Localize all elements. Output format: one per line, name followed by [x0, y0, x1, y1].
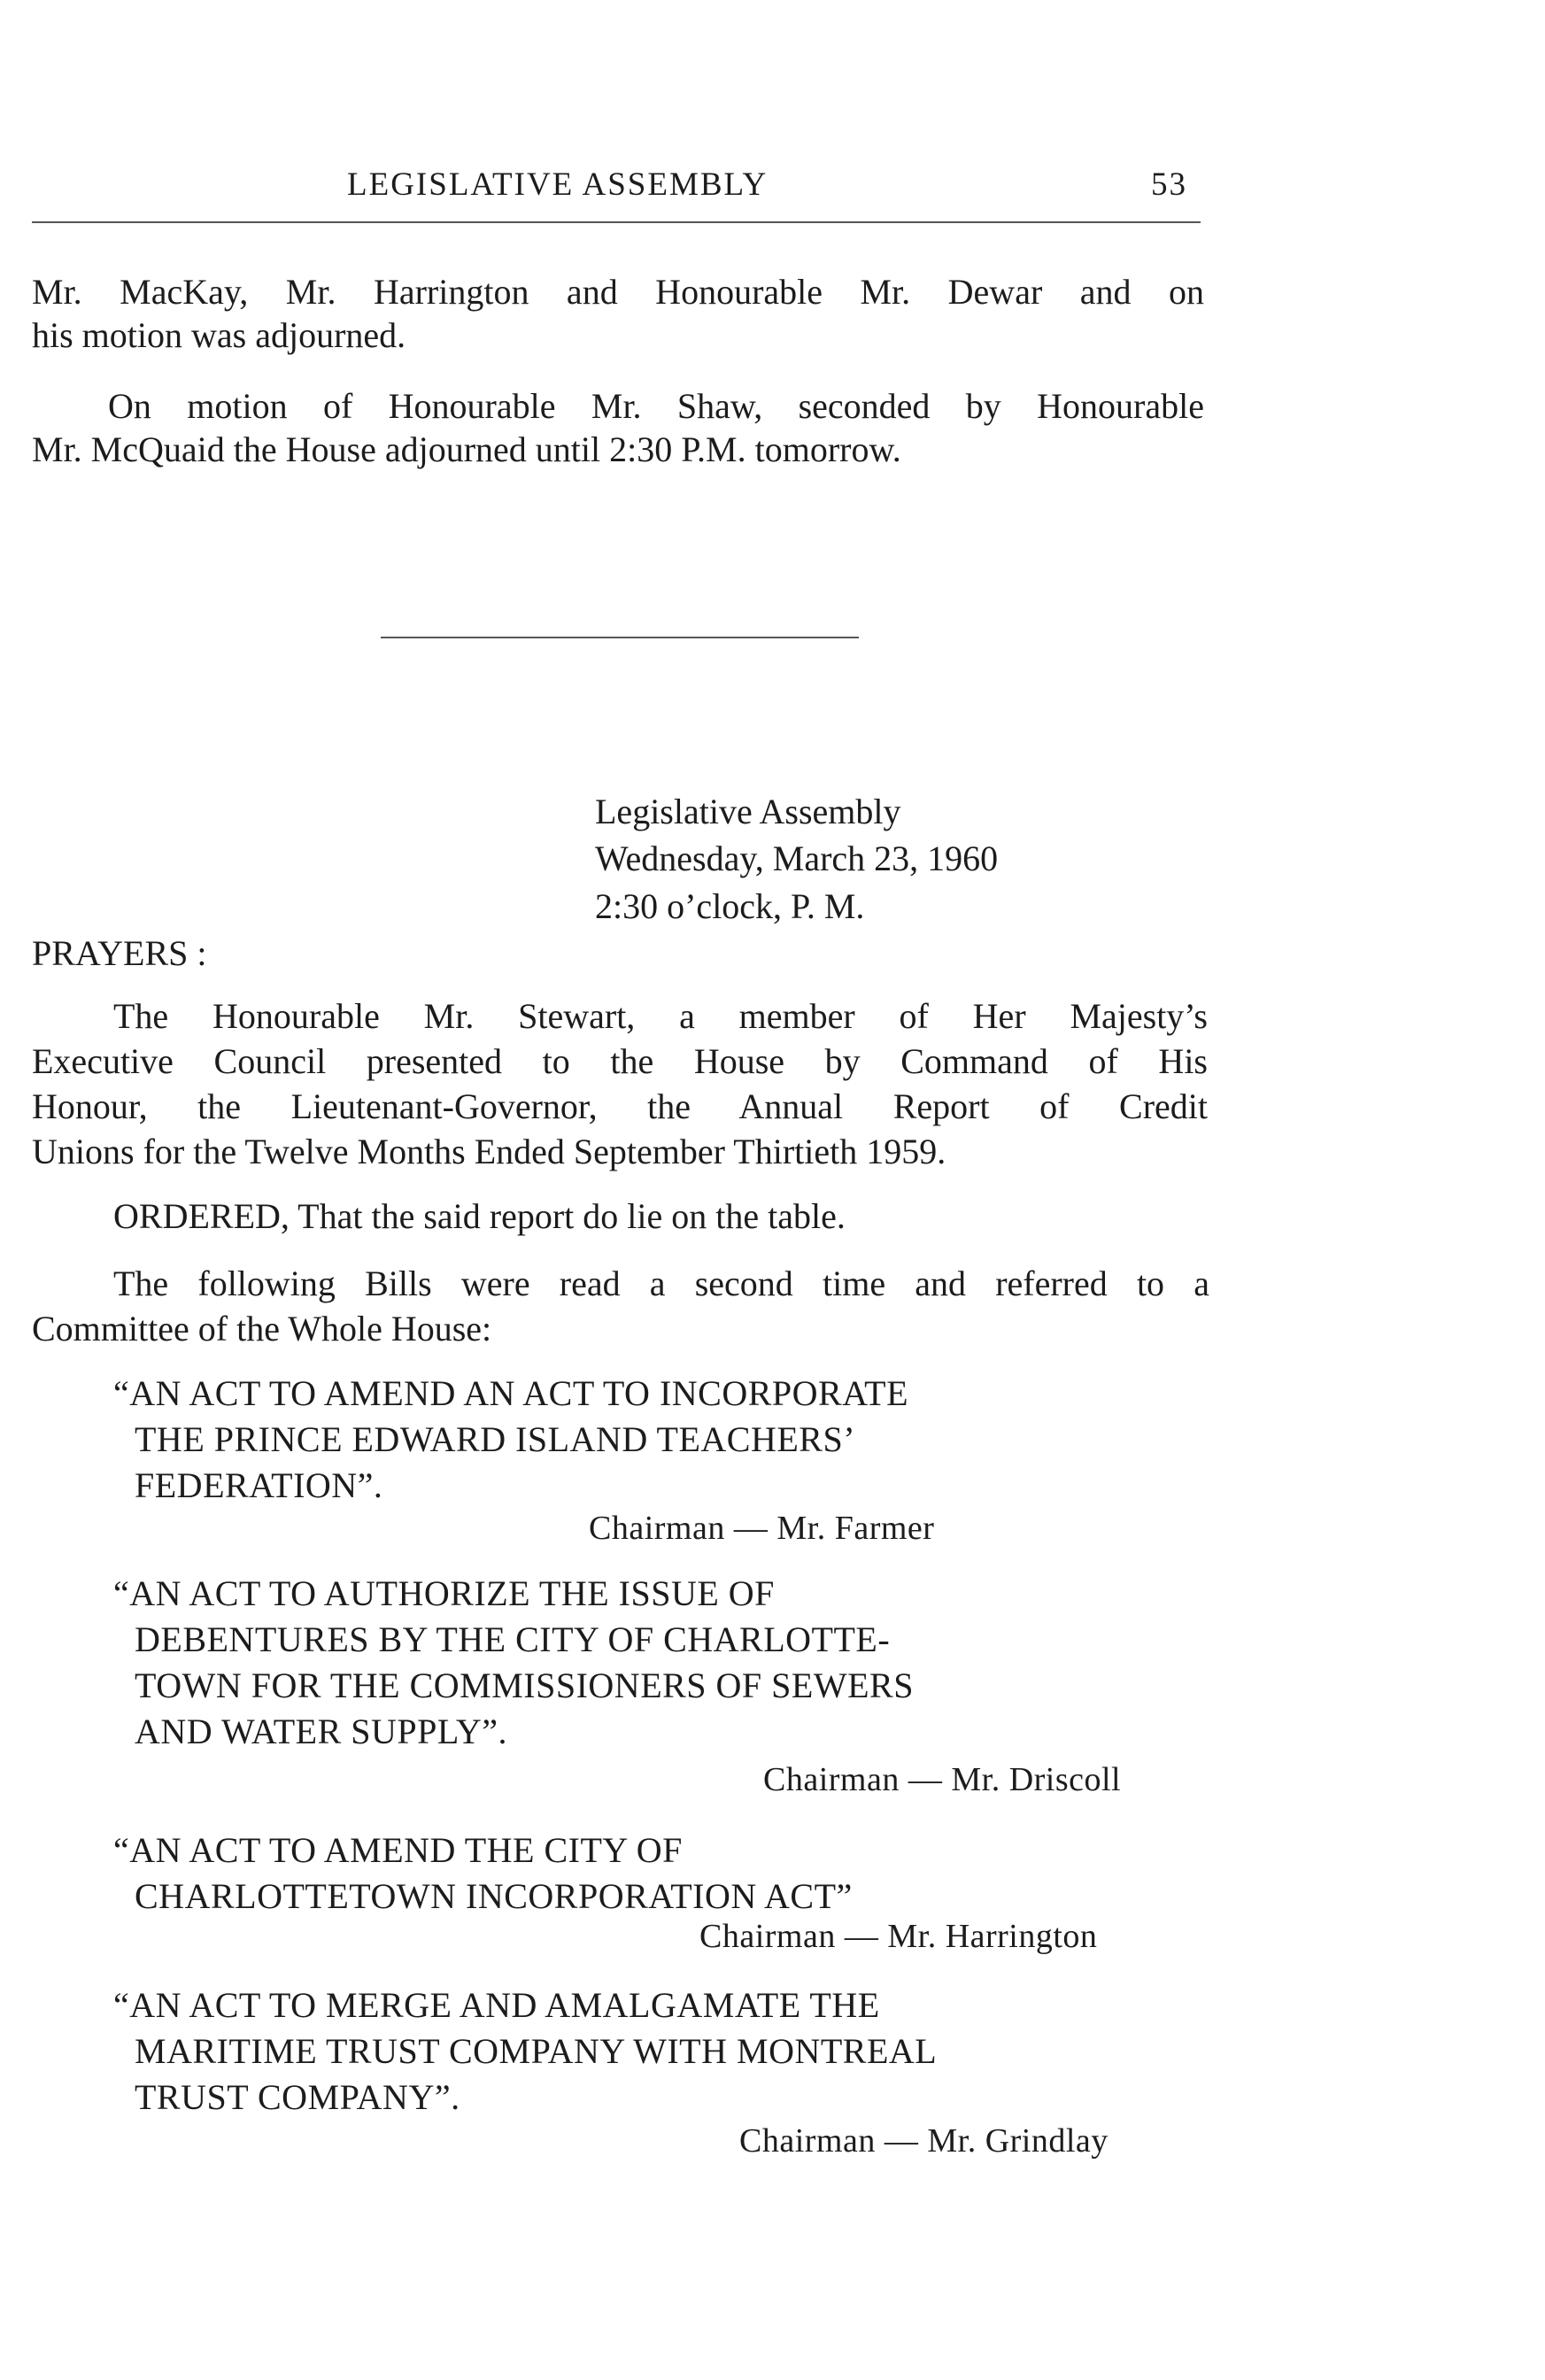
bill-title-line: TOWN FOR THE COMMISSIONERS OF SEWERS — [135, 1665, 914, 1705]
report-line: Honour, the Lieutenant-Governor, the Annual Report of Credit — [32, 1086, 1208, 1126]
bill-title-line: “AN ACT TO MERGE AND AMALGAMATE THE — [113, 1985, 880, 2025]
bill-title-line: THE PRINCE EDWARD ISLAND TEACHERS’ — [135, 1419, 856, 1459]
bill-title-line: CHARLOTTETOWN INCORPORATION ACT” — [135, 1876, 853, 1916]
bills-intro-line: Committee of the Whole House: — [32, 1309, 492, 1348]
bill-chairman: Chairman — Mr. Harrington — [699, 1918, 1098, 1955]
bill-title-line: “AN ACT TO AMEND THE CITY OF — [113, 1830, 683, 1870]
bills-intro-line: The following Bills were read a second time and referred to a — [113, 1263, 1209, 1303]
report-line: The Honourable Mr. Stewart, a member of Her Majesty’s — [113, 996, 1208, 1036]
bill-title-line: AND WATER SUPPLY”. — [135, 1712, 507, 1751]
bill-title-line: “AN ACT TO AMEND AN ACT TO INCORPORATE — [113, 1373, 909, 1413]
motion-line: Mr. McQuaid the House adjourned until 2:30 P.M. tomorrow. — [32, 429, 901, 469]
session-time: 2:30 o’clock, P. M. — [595, 886, 865, 926]
report-line: Executive Council presented to the House by Command of His — [32, 1041, 1208, 1081]
session-date: Wednesday, March 23, 1960 — [595, 838, 999, 878]
intro-line: Mr. MacKay, Mr. Harrington and Honourable Mr. Dewar and on — [32, 272, 1204, 312]
page-number: 53 — [1151, 166, 1187, 203]
intro-line: his motion was adjourned. — [32, 315, 406, 355]
session-assembly: Legislative Assembly — [595, 792, 901, 831]
bill-chairman: Chairman — Mr. Driscoll — [763, 1761, 1122, 1798]
bill-title-line: “AN ACT TO AUTHORIZE THE ISSUE OF — [113, 1573, 775, 1613]
header-rule — [32, 221, 1201, 223]
bill-title-line: FEDERATION”. — [135, 1465, 383, 1505]
motion-line: On motion of Honourable Mr. Shaw, seconded by Honourable — [108, 386, 1204, 426]
running-header-title: LEGISLATIVE ASSEMBLY — [347, 166, 769, 203]
report-line: Unions for the Twelve Months Ended September Thirtieth 1959. — [32, 1132, 946, 1171]
bill-title-line: MARITIME TRUST COMPANY WITH MONTREAL — [135, 2031, 938, 2071]
bill-chairman: Chairman — Mr. Grindlay — [739, 2122, 1109, 2160]
section-separator — [381, 637, 859, 638]
prayers-heading: PRAYERS : — [32, 933, 207, 973]
bill-title-line: TRUST COMPANY”. — [135, 2077, 460, 2117]
bill-chairman: Chairman — Mr. Farmer — [589, 1510, 935, 1547]
bill-title-line: DEBENTURES BY THE CITY OF CHARLOTTE- — [135, 1619, 891, 1659]
ordered-line: ORDERED, That the said report do lie on the table. — [113, 1196, 846, 1236]
